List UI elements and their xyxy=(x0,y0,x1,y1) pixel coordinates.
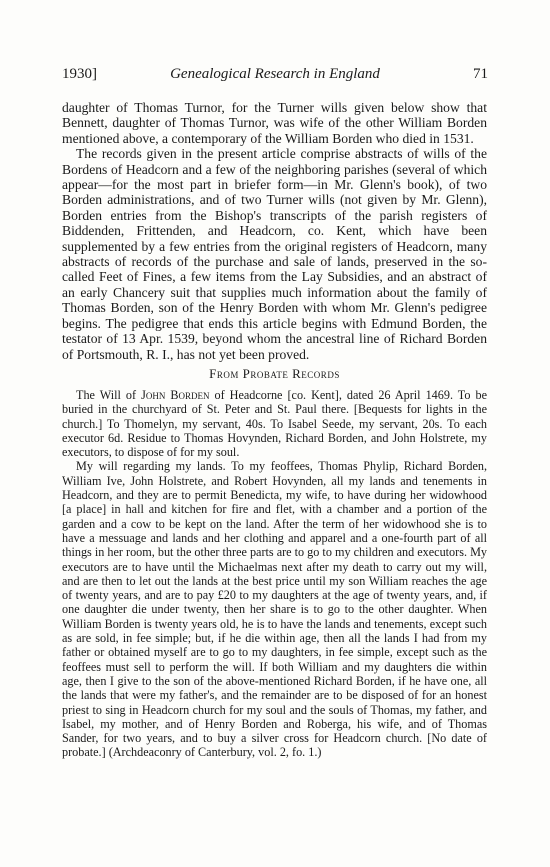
probate-records-section xyxy=(62,388,487,760)
will-paragraph-1-text: of Headcorne [co. Kent], dated 26 April 1469. To be buried in the churchyard of St. Peter and St. Paul there. [Bequests for lights in the church.] To Thomelyn, my servant, 40s. To Isabel Seede, my servant, 20s. To each executor 6d. Residue to Thomas Hovynden, Richard Borden, and John Holstrete, my executors, to dispose of for my soul. xyxy=(62,388,488,460)
header-year: 1930] xyxy=(62,66,97,82)
will-intro: The Will of xyxy=(76,388,137,402)
intro-paragraph-1: daughter of Thomas Turnor, for the Turner wills given below show that Bennett, daughter of Thomas Turnor, was wife of the other William Borden mentioned above, a contemporary of the William Borden who died in 1531. xyxy=(62,100,487,146)
intro-paragraph-2: The records given in the present article comprise abstracts of wills of the Bordens of Headcorn and a few of the neighboring parishes (several of which appear—for the most part in briefer form—in Mr. Glenn's book), of two Borden administrations, and of two Turner wills (not given by Mr. Glenn), Borden entries from the Bishop's transcripts of the parish registers of Biddenden, Frittenden, and Headcorn, co. Kent, which have been supplemented by a few entries from the original registers of Headcorn, many abstracts of records of the purchase and sale of lands, preserved in the so-called Feet of Fines, a few items from the Lay Subsidies, and an abstract of an early Chancery suit that supplies much information about the family of Thomas Borden, son of the Henry Borden with whom Mr. Glenn's pedigree begins. The pedigree that ends this article begins with Edmund Borden, the testator of 13 Apr. 1539, beyond whom the ancestral line of Richard Borden of Portsmouth, R. I., has not yet been proved. xyxy=(62,146,487,362)
will-paragraph-1 xyxy=(62,388,487,459)
header-title: Genealogical Research in England xyxy=(170,66,380,82)
section-heading: From Probate Records xyxy=(209,366,340,381)
intro-section xyxy=(62,100,487,362)
will-paragraph-2: My will regarding my lands. To my feoffees, Thomas Phylip, Richard Borden, William Ive, John Holstrete, and Robert Hovynden, all my lands and tenements in Headcorn, and they are to permit Benedicta, my wife, to have during her widowhood [a place] in hall and kitchen for fire and flet, with a chamber and a portion of the garden and a cow to be kept on the land. After the term of her widowhood she is to have a messuage and lands and her clothing and apparel and a one-fourth part of all things in her room, but the other three parts are to go to my children and executors. My executors are to have until the Michaelmas next after my death to carry out my will, and are then to let out the lands at the best price until my son William reaches the age of twenty years, and are to pay £20 to my daughters at the age of twenty years, and, if one daughter die under twenty, then her share is to go to the other daughter. When William Borden is twenty years old, he is to have the lands and tenements, except such as are sold, in fee simple; but, if he die within age, then all the lands I had from my father or obtained myself are to go to my daughters, in fee simple, except such as the feoffees must sell to perform the will. If both William and my daughters die within age, then I give to the son of the above-mentioned Richard Borden, if he have one, all the lands that were my father's, and the remainder are to be disposed of for an honest priest to sing in Headcorn church for my soul and the souls of Thomas, my father, and Isabel, my mother, and of Henry Borden and Roberga, his wife, and of Thomas Sander, for two years, and to buy a silver cross for Headcorn church. [No date of probate.] (Archdeaconry of Canterbury, vol. 2, fo. 1.) xyxy=(62,459,487,760)
testator-name: John Borden xyxy=(141,388,210,402)
running-header xyxy=(62,66,488,86)
page-number: 71 xyxy=(473,66,488,82)
